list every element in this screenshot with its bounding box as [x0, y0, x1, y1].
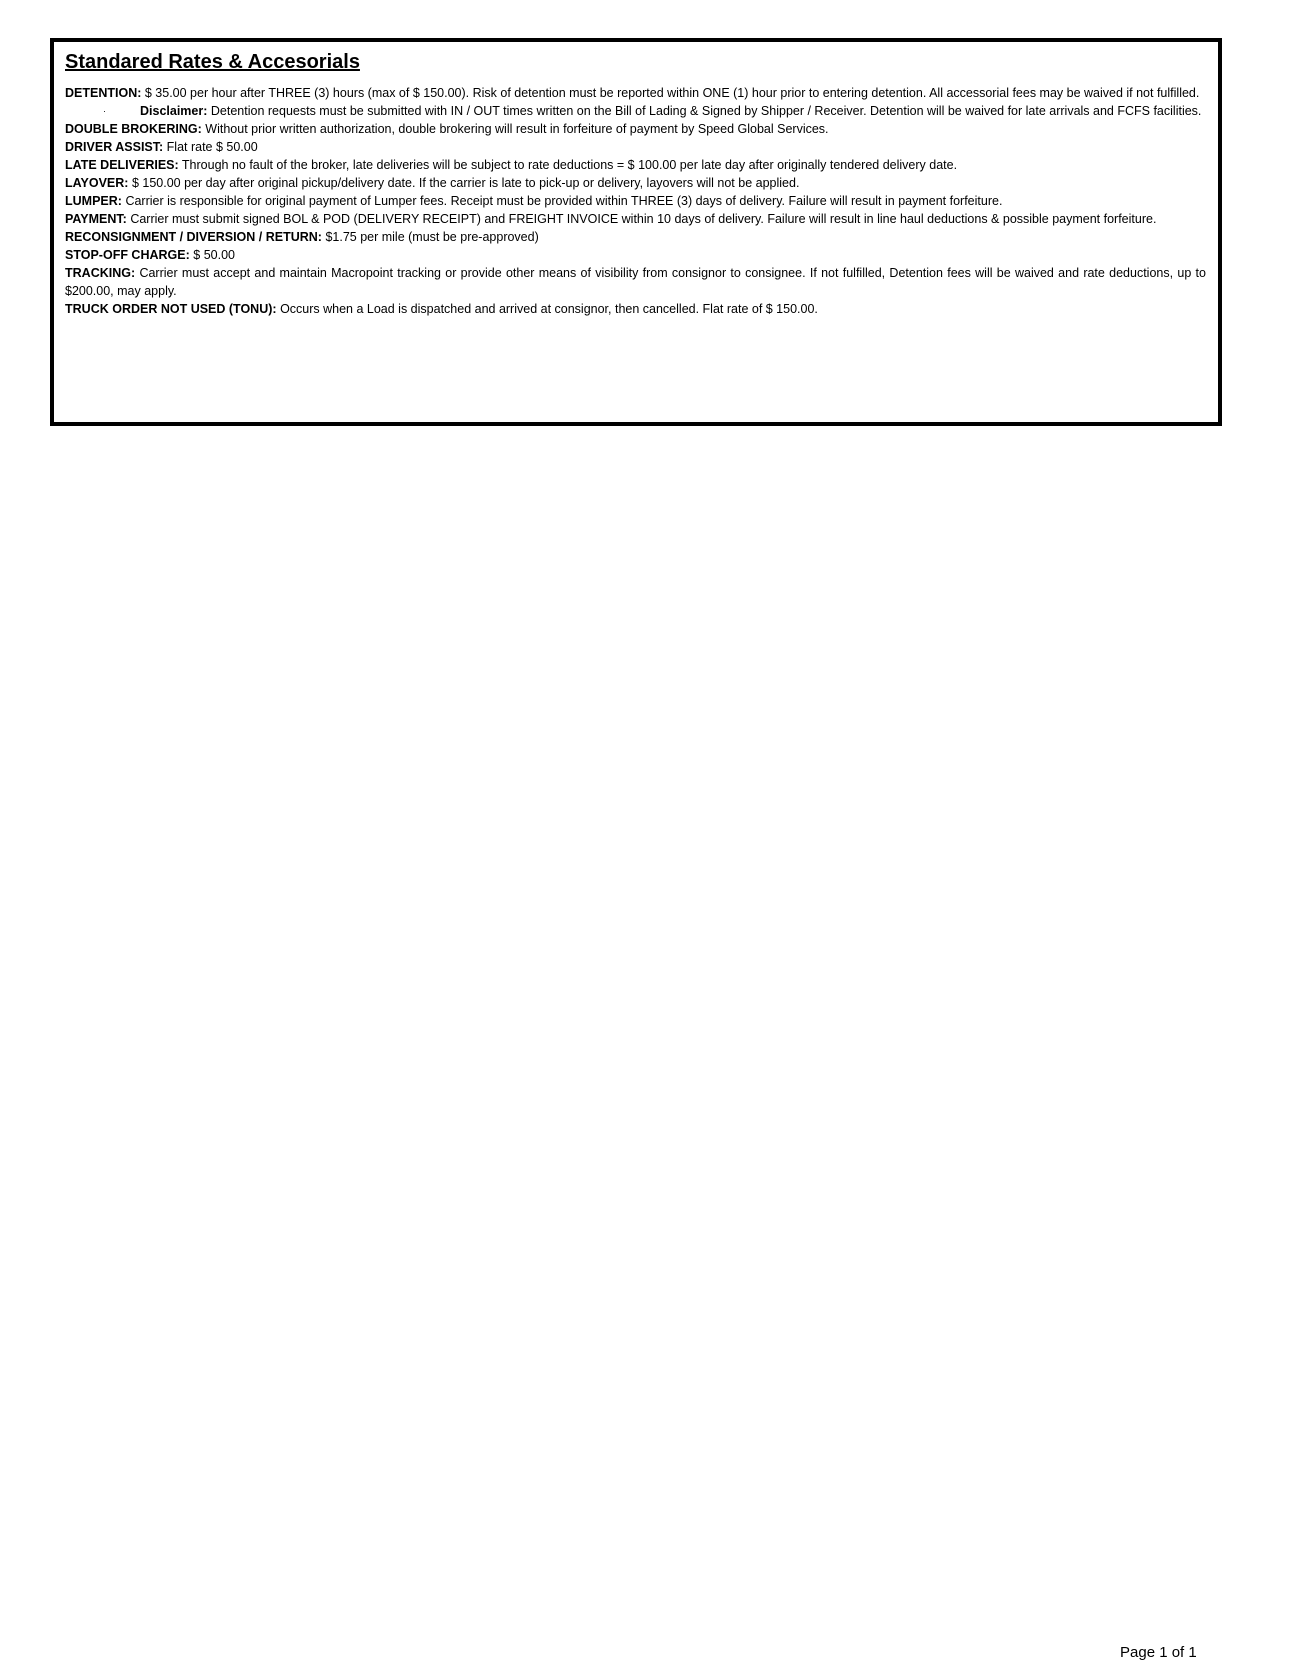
- term-lumper: [65, 192, 1206, 210]
- term-text: Carrier must submit signed BOL & POD (DELIVERY RECEIPT) and FREIGHT INVOICE within 10 days of delivery. Failure will result in line haul deductions & possible payment forfeiture.: [130, 212, 1157, 226]
- term-label: DETENTION:: [65, 86, 142, 100]
- rates-accessorials-box: [50, 38, 1222, 426]
- term-label: TRACKING:: [65, 266, 136, 280]
- term-disclaimer: [65, 102, 1206, 120]
- term-detention: [65, 84, 1206, 102]
- box-title: Standared Rates & Accesorials: [65, 51, 360, 73]
- term-tonu: [65, 300, 1206, 318]
- term-layover: [65, 174, 1206, 192]
- term-text: Detention requests must be submitted with IN / OUT times written on the Bill of Lading & Signed by Shipper / Receiver. Detention will be waived for late arrivals and FCFS facilities.: [210, 104, 1202, 118]
- term-text: $ 50.00: [193, 248, 235, 262]
- term-label: Disclaimer:: [140, 104, 208, 118]
- term-label: TRUCK ORDER NOT USED (TONU):: [65, 302, 277, 316]
- term-text: $1.75 per mile (must be pre-approved): [325, 230, 539, 244]
- term-driver-assist: [65, 138, 1206, 156]
- term-label: LUMPER:: [65, 194, 122, 208]
- term-stop-off-charge: [65, 246, 1206, 264]
- term-label: LAYOVER:: [65, 176, 129, 190]
- term-late-deliveries: [65, 156, 1206, 174]
- term-reconsignment: [65, 228, 1206, 246]
- term-label: RECONSIGNMENT / DIVERSION / RETURN:: [65, 230, 322, 244]
- terms-list: [65, 84, 1206, 318]
- term-text: Through no fault of the broker, late deliveries will be subject to rate deductions = $ 100.00 per late day after originally tendered delivery date.: [181, 158, 958, 172]
- term-text: $ 35.00 per hour after THREE (3) hours (max of $ 150.00). Risk of detention must be reported within ONE (1) hour prior to entering detention. All accessorial fees may be waived if not fulfilled.: [144, 86, 1200, 100]
- term-text: Flat rate $ 50.00: [166, 140, 258, 154]
- term-label: DOUBLE BROKERING:: [65, 122, 202, 136]
- term-text: $ 150.00 per day after original pickup/delivery date. If the carrier is late to pick-up or delivery, layovers will not be applied.: [131, 176, 800, 190]
- term-label: LATE DELIVERIES:: [65, 158, 179, 172]
- term-label: DRIVER ASSIST:: [65, 140, 164, 154]
- term-text: Without prior written authorization, double brokering will result in forfeiture of payment by Speed Global Services.: [205, 122, 829, 136]
- term-double-brokering: [65, 120, 1206, 138]
- term-payment: [65, 210, 1206, 228]
- term-text: Occurs when a Load is dispatched and arrived at consignor, then cancelled. Flat rate of $ 150.00.: [280, 302, 818, 316]
- term-text: Carrier must accept and maintain Macropoint tracking or provide other means of visibility from consignor to consignee. If not fulfilled, Detention fees will be waived and rate deductions, up to $200.00, may apply.: [65, 266, 1206, 298]
- term-label: PAYMENT:: [65, 212, 127, 226]
- page-number: Page 1 of 1: [1120, 1644, 1197, 1661]
- term-label: STOP-OFF CHARGE:: [65, 248, 190, 262]
- term-tracking: [65, 264, 1206, 300]
- term-text: Carrier is responsible for original payment of Lumper fees. Receipt must be provided within THREE (3) days of delivery. Failure will result in payment forfeiture.: [125, 194, 1003, 208]
- bullet-icon: ·: [103, 106, 106, 116]
